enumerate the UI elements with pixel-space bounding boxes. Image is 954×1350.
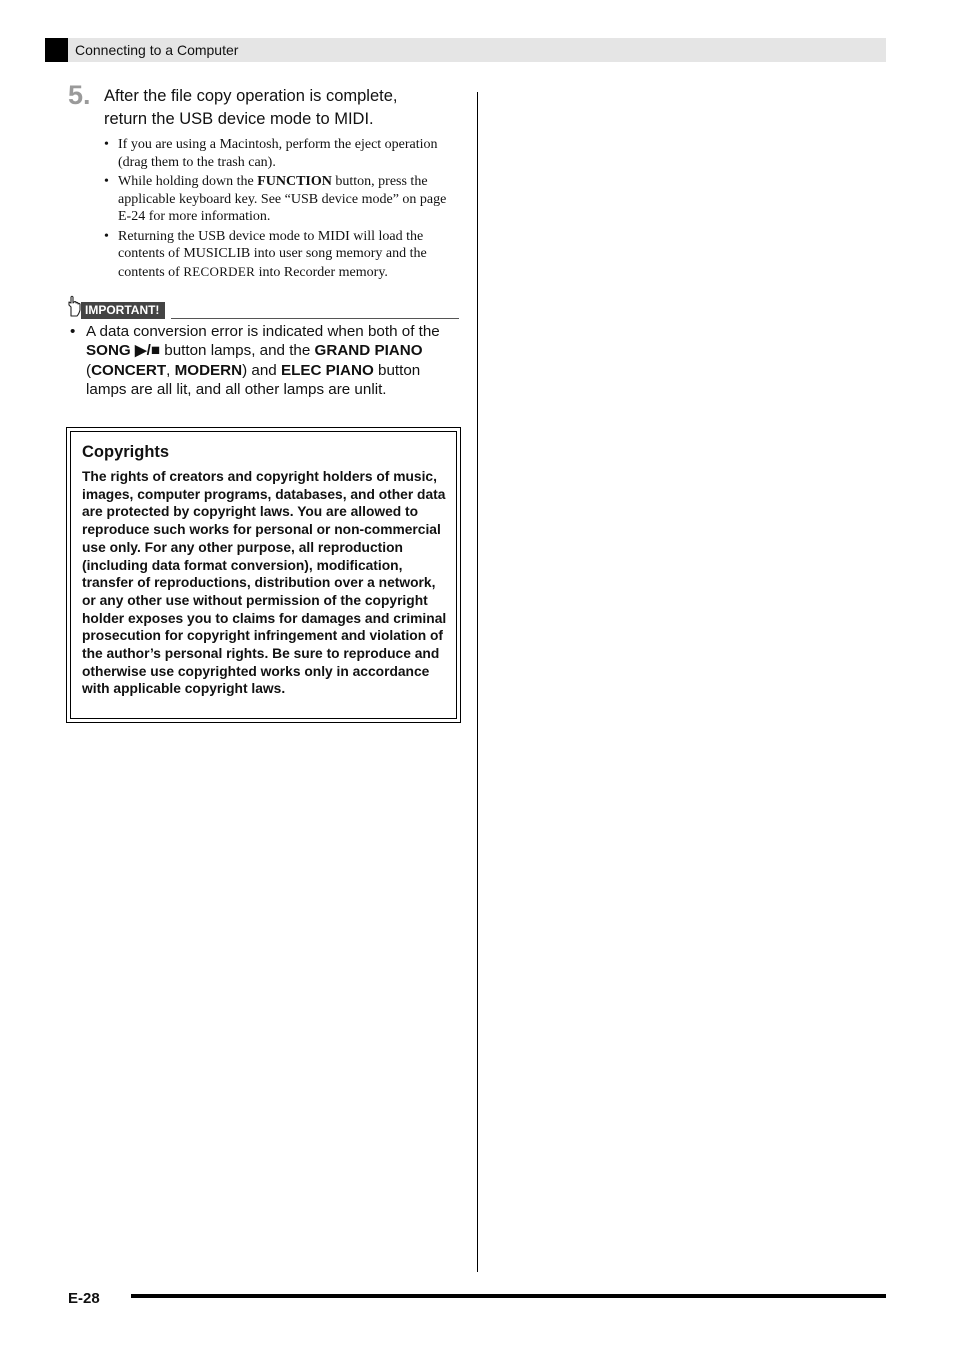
important-header — [66, 294, 459, 320]
note-text: If you are using a Macintosh, perform the eject operation (drag them to the trash can). — [118, 137, 438, 170]
step-instruction-line-1: After the file copy operation is complete, — [104, 87, 398, 105]
copyrights-box — [66, 427, 461, 723]
important-text-part: A data conversion error is indicated when both of the — [86, 323, 440, 340]
important-label: IMPORTANT! — [81, 302, 165, 319]
function-button-name: FUNCTION — [257, 174, 332, 189]
copyrights-inner-frame — [70, 431, 457, 719]
important-text-part: , — [166, 361, 175, 379]
important-text — [86, 322, 462, 400]
bullet: • — [104, 137, 109, 152]
step-notes-list — [104, 136, 460, 283]
note-item — [104, 173, 460, 226]
bullet: • — [104, 228, 109, 244]
note-item — [104, 228, 460, 282]
note-text-pre: While holding down the — [118, 174, 258, 189]
elec-piano-button-name: ELEC PIANO — [280, 361, 374, 379]
page-number: E-28 — [68, 1290, 100, 1307]
recorder-folder-name: RECORDER — [183, 263, 256, 279]
important-rule — [171, 318, 459, 319]
important-text-part: button lamps are all lit, and all other lamps are unlit. — [86, 361, 421, 399]
note-item — [104, 136, 460, 171]
column-divider — [477, 92, 478, 1272]
bullet: • — [104, 174, 109, 189]
step-number: 5. — [68, 80, 91, 110]
play-stop-symbol: ▶/■ — [130, 342, 161, 360]
note-text-post: button, press the applicable keyboard key. See “USB device mode” on page E-24 for more information. — [118, 174, 447, 224]
copyrights-body: The rights of creators and copyright holders of music, images, computer programs, databases, and other data are protected by copyright laws. You are allowed to reproduce such works for personal or non-commercial use only. For any other purpose, all reproduction (including data format conversion), modification, transfer of reproductions, distribution over a network, or any other use without permission of the copyright holder exposes you to claims for damages and criminal prosecution for copyright infringement and violation of the author’s personal rights. Be sure to reproduce and otherwise use copyrighted works only in accordance with applicable copyright laws. — [82, 469, 447, 697]
step-instruction-line-2: return the USB device mode to MIDI. — [104, 110, 374, 128]
section-title: Connecting to a Computer — [75, 42, 239, 58]
important-text-part: ( — [86, 361, 92, 379]
important-note — [70, 322, 462, 400]
note-text-post: into Recorder memory. — [255, 264, 388, 280]
footer-rule — [131, 1294, 886, 1298]
song-button-name: SONG — [86, 342, 131, 360]
step-instruction — [104, 85, 464, 131]
important-text-part: button lamps, and the — [160, 342, 315, 360]
grand-piano-button-name: GRAND PIANO — [314, 342, 423, 360]
bullet: • — [70, 323, 76, 340]
important-text-part: ) and — [242, 361, 281, 379]
section-marker-block — [45, 38, 68, 62]
section-header-bar — [45, 38, 886, 62]
copyrights-title: Copyrights — [82, 443, 170, 461]
note-text-pre: Returning the USB device mode to MIDI will load the contents of MUSICLIB into user song memory and the contents of — [118, 228, 427, 280]
modern-button-name: MODERN — [174, 361, 243, 379]
concert-button-name: CONCERT — [91, 361, 167, 379]
